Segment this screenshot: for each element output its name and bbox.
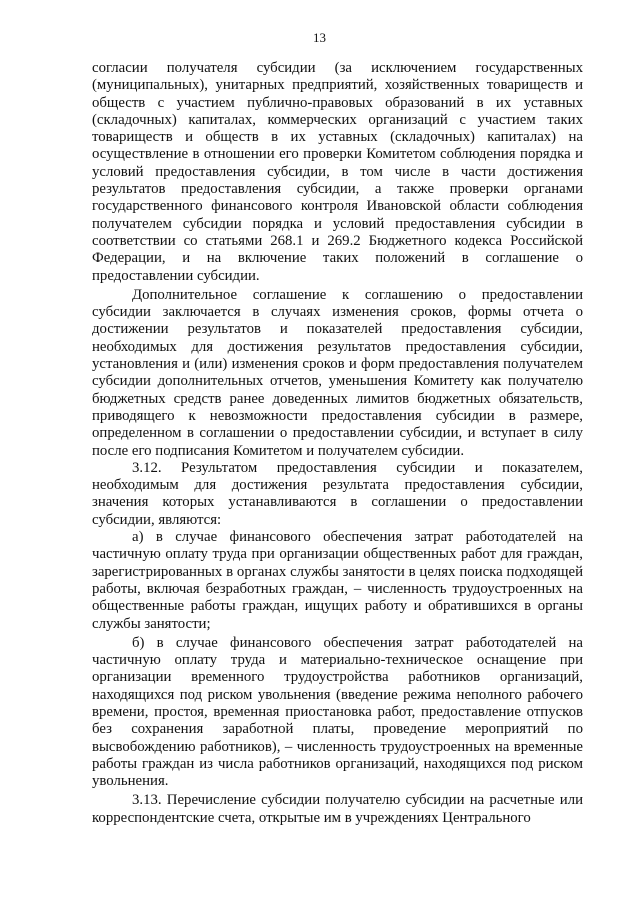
paragraph-item-a: а) в случае финансового обеспечения затрат работодателей на частичную оплату труда при организации общественных работ для граждан, зарегистрированных в органах службы занятости в целях поиска подходящей работы, включая безработных граждан, – численность трудоустроенных на общественные работы граждан, ищущих работу и обратившихся в органы службы занятости; — [92, 529, 583, 632]
paragraph-3-12: 3.12. Результатом предоставления субсидии и показателем, необходимым для достижения результата предоставления субсидии, значения которых устанавливаются в соглашении о предоставлении субсидии, являются: — [92, 459, 583, 528]
page-number: 13 — [313, 30, 326, 45]
paragraph-3-13: 3.13. Перечисление субсидии получателю субсидии на расчетные или корреспондентские счета, открытые им в учреждениях Центрального — [92, 792, 583, 826]
paragraph-additional-agreement: Дополнительное соглашение к соглашению о предоставлении субсидии заключается в случаях изменения сроков, формы отчета о достижении результатов и показателей предоставления субсидии, необходимых для достижения результатов предоставления субсидии, установления и (или) изменения сроков и форм предоставления получателем субсидии дополнительных отчетов, уменьшения Комитету как получателю бюджетных средств ранее доведенных лимитов бюджетных обязательств, приводящего к невозможности предоставления субсидии в размере, определенном в соглашении о предоставлении субсидии, и вступает в силу после его подписания Комитетом и получателем субсидии. — [92, 286, 583, 459]
document-body — [92, 60, 583, 827]
paragraph-item-b: б) в случае финансового обеспечения затрат работодателей на частичную оплату труда и материально-техническое оснащение при организации временного трудоустройства работников организаций, находящихся под риском увольнения (введение режима неполного рабочего времени, простоя, временная приостановка работ, предоставление отпусков без сохранения заработной платы, проведение мероприятий по высвобождению работников), – численность трудоустроенных на временные работы граждан из числа работников организаций, находящихся под риском увольнения. — [92, 634, 583, 790]
paragraph-consent-continuation: согласии получателя субсидии (за исключением государственных (муниципальных), унитарных предприятий, хозяйственных товариществ и обществ с участием публично-правовых образований в их уставных (складочных) капиталах, коммерческих организаций с участием таких товариществ и обществ в их уставных (складочных) капиталах) на осуществление в отношении его проверки Комитетом соблюдения порядка и условий предоставления субсидии, в том числе в части достижения результатов предоставления субсидии, а также проверки органами государственного финансового контроля Ивановской области соблюдения получателем субсидии порядка и условий предоставления субсидии в соответствии со статьями 268.1 и 269.2 Бюджетного кодекса Российской Федерации, и на включение таких положений в соглашение о предоставлении субсидии. — [92, 60, 583, 284]
